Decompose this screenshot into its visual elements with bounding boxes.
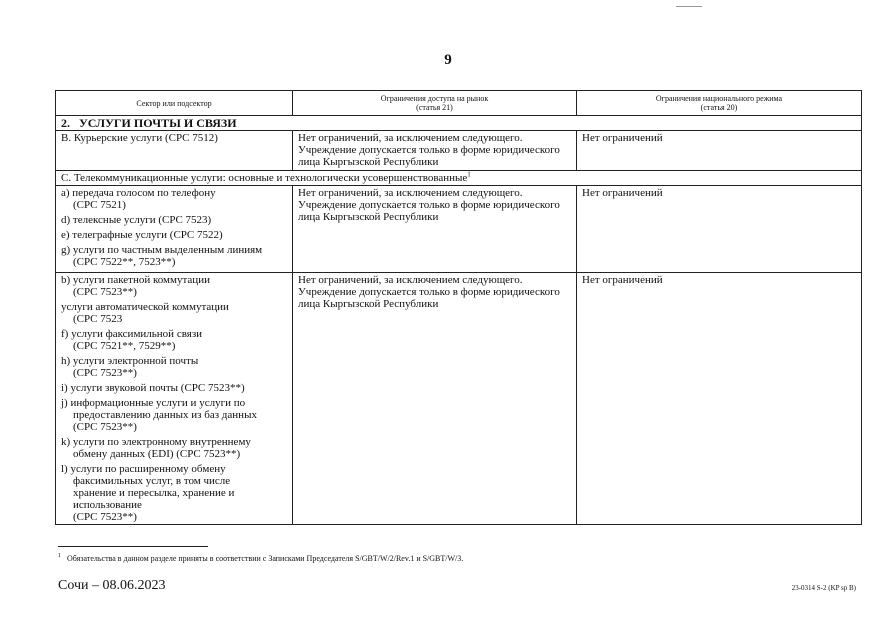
group1-market-access: Нет ограничений, за исключением следующего. Учреждение допускается только в форме юридического лица Кыргызской Республики bbox=[293, 186, 577, 273]
section-row bbox=[56, 116, 862, 131]
telecom-title-cell bbox=[56, 171, 862, 186]
courier-sector: B. Курьерские услуги (CPC 7512) bbox=[56, 131, 293, 171]
group2-market-access: Нет ограничений, за исключением следующего. Учреждение допускается только в форме юридического лица Кыргызской Республики bbox=[293, 273, 577, 525]
header-national-treatment: Ограничения национального режима (статья 20) bbox=[577, 91, 862, 116]
list-item: i) услуги звуковой почты (CPC 7523**) bbox=[61, 382, 245, 394]
telecom-subsection-row bbox=[56, 171, 862, 186]
page-number: 9 bbox=[444, 52, 452, 68]
list-item: b) услуги пакетной коммутации (CPC 7523**) bbox=[61, 274, 210, 298]
group2-services bbox=[56, 273, 293, 525]
list-item: d) телексные услуги (CPC 7523) bbox=[61, 214, 212, 226]
commitments-table bbox=[55, 90, 862, 525]
table-header-row bbox=[56, 91, 862, 116]
footnote-divider bbox=[58, 546, 208, 547]
footnote-text: Обязательства в данном разделе приняты в соответствии с Записками Председателя S/GBT/W/2/Rev.1 и S/GBT/W/3. bbox=[67, 554, 464, 563]
courier-market-access: Нет ограничений, за исключением следующего. Учреждение допускается только в форме юридического лица Кыргызской Республики bbox=[293, 131, 577, 171]
footnote-reference: 1 bbox=[467, 170, 471, 179]
list-item: e) телеграфные услуги (CPC 7522) bbox=[61, 229, 223, 241]
scan-mark bbox=[676, 6, 702, 7]
group1-services bbox=[56, 186, 293, 273]
footer-document-code: 23-0314 S-2 (KP sp B) bbox=[791, 584, 856, 592]
footnote bbox=[58, 554, 838, 564]
header-sector: Сектор или подсектор bbox=[56, 91, 293, 116]
table-row bbox=[56, 186, 862, 273]
group1-national-treatment: Нет ограничений bbox=[577, 186, 862, 273]
list-item: a) передача голосом по телефону (CPC 7521) bbox=[61, 187, 216, 211]
group2-national-treatment: Нет ограничений bbox=[577, 273, 862, 525]
table-row bbox=[56, 131, 862, 171]
list-item: g) услуги по частным выделенным линиям (CPC 7522**, 7523**) bbox=[61, 244, 263, 268]
section-title: 2. УСЛУГИ ПОЧТЫ И СВЯЗИ bbox=[56, 116, 862, 131]
list-item: k) услуги по электронному внутреннему обмену данных (EDI) (CPC 7523**) bbox=[61, 436, 251, 460]
list-item: j) информационные услуги и услуги по предоставлению данных из баз данных (CPC 7523**) bbox=[61, 397, 257, 433]
list-item: услуги автоматической коммутации (CPC 7523 bbox=[61, 301, 229, 325]
courier-national-treatment: Нет ограничений bbox=[577, 131, 862, 171]
header-market-access: Ограничения доступа на рынок (статья 21) bbox=[293, 91, 577, 116]
telecom-title: C. Телекоммуникационные услуги: основные и технологически усовершенствованные bbox=[61, 172, 468, 184]
footnote-mark: 1 bbox=[58, 553, 61, 560]
list-item: l) услуги по расширенному обмену факсимильных услуг, в том числе хранение и пересылка, хранение и использование (CPC 7523**) bbox=[61, 463, 235, 523]
list-item: h) услуги электронной почты (CPC 7523**) bbox=[61, 355, 199, 379]
table-row bbox=[56, 273, 862, 525]
footer-place-date: Сочи – 08.06.2023 bbox=[58, 578, 166, 593]
list-item: f) услуги факсимильной связи (CPC 7521**, 7529**) bbox=[61, 328, 203, 352]
